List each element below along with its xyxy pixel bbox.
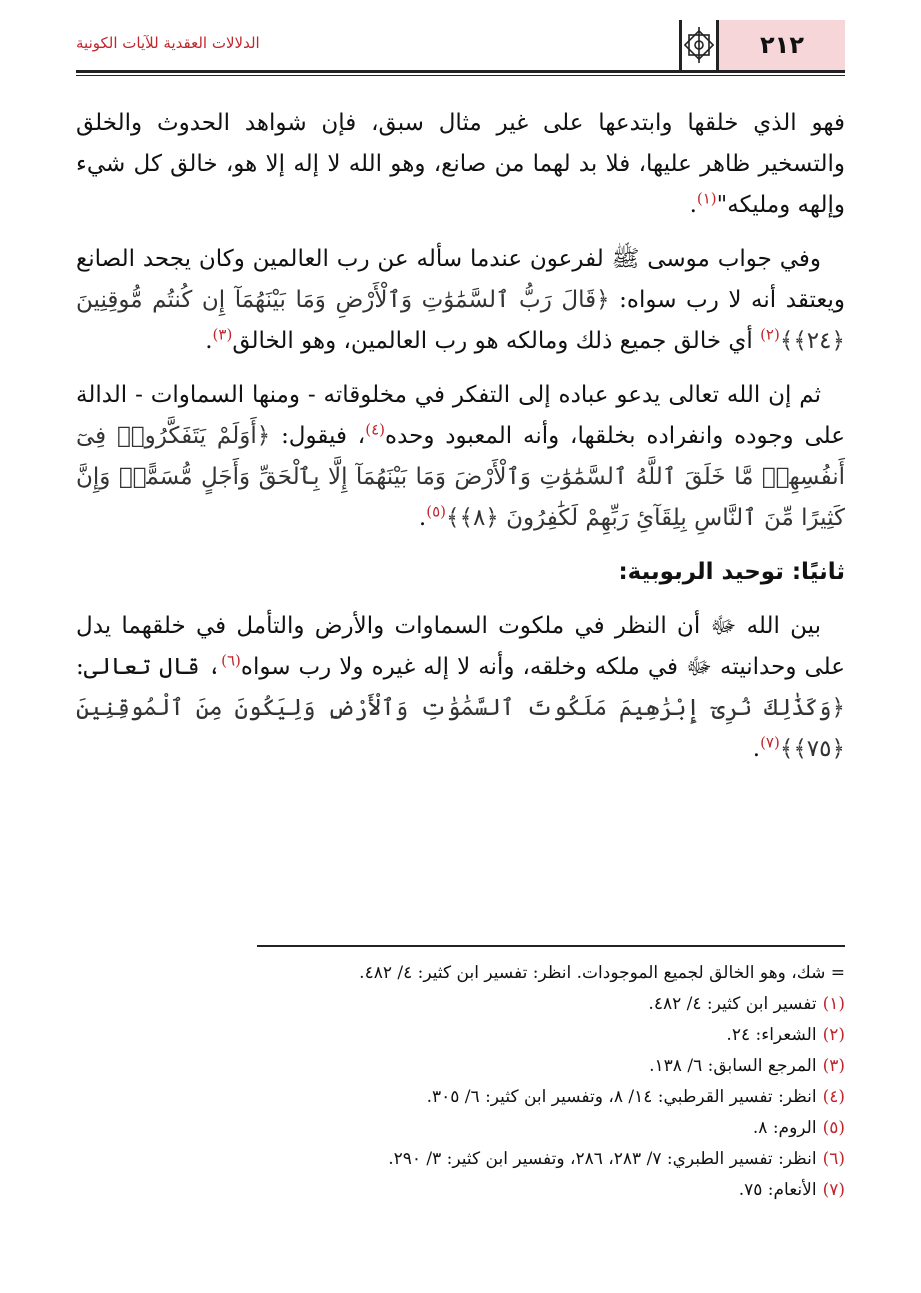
paragraph: بين الله ﷻ أن النظر في ملكوت السماوات والأرض والتأمل في خلقهما يدل على وحدانيته ﷻ في ملكه وخلقه، وأنه لا إله غيره ولا رب سواه$^{(٦)}$، قال تعالى: ﴿وَكَذَٰلِكَ نُرِىٓ إِبْرَٰهِيمَ مَلَكُوتَ ٱلسَّمَٰوَٰتِ وَٱلْأَرْضِ وَلِيَكُونَ مِنَ ٱلْمُوقِنِينَ ﴿٧٥﴾﴾$^{(٧)}$.	[76, 613, 845, 762]
footnote-divider	[257, 945, 845, 947]
header-rule-thin	[76, 75, 845, 76]
ornament-icon	[679, 20, 719, 70]
quran-verse: ﴿أَوَلَمْ يَتَفَكَّرُوا۟ فِىٓ أَنفُسِهِمۗ مَّا خَلَقَ ٱللَّهُ ٱلسَّمَٰوَٰتِ وَٱلْأَرْضَ وَمَا بَيْنَهُمَآ إِلَّا بِٱلْحَقِّ وَأَجَلٍ مُّسَمًّىۗ وَإِنَّ كَثِيرًا مِّنَ ٱلنَّاسِ بِلِقَآئِ رَبِّهِمْ لَكَٰفِرُونَ ﴿٨﴾﴾	[76, 423, 845, 531]
footnote-ref[interactable]: (١)	[696, 189, 717, 208]
paragraph: ثم إن الله تعالى يدعو عباده إلى التفكر في مخلوقاته - ومنها السماوات - الدالة على وجوده وانفراده بخلقها، وأنه المعبود وحده$^{(٤)}$، فيقول: ﴿أَوَلَمْ يَتَفَكَّرُوا۟ فِىٓ أَنفُسِهِمۗ مَّا خَلَقَ ٱللَّهُ ٱلسَّمَٰوَٰتِ وَٱلْأَرْضَ وَمَا بَيْنَهُمَآ إِلَّا بِٱلْحَقِّ وَأَجَلٍ مُّسَمًّىۗ وَإِنَّ كَثِيرًا مِّنَ ٱلنَّاسِ بِلِقَآئِ رَبِّهِمْ لَكَٰفِرُونَ ﴿٨﴾﴾$^{(٥)}$.	[76, 382, 846, 531]
footnote-ref[interactable]: (٢)	[760, 325, 780, 344]
footnote-ref[interactable]: (٣)	[212, 325, 233, 344]
footnote-continuation: = شك، وهو الخالق لجميع الموجودات. انظر: تفسير ابن كثير: ٤/ ٤٨٢.	[359, 963, 845, 983]
section-heading: ثانيًا: توحيد الربوبية:	[618, 559, 845, 585]
footnote-item: (٧)الأنعام: ٧٥.	[738, 1180, 845, 1200]
footnote-item: (٥)الروم: ٨.	[752, 1118, 845, 1138]
main-text	[76, 103, 845, 783]
page-number: ٢١٢	[719, 20, 845, 70]
quran-verse: ﴿وَكَذَٰلِكَ نُرِىٓ إِبْرَٰهِيمَ مَلَكُوتَ ٱلسَّمَٰوَٰتِ وَٱلْأَرْضِ وَلِيَكُونَ مِنَ ٱلْمُوقِنِينَ ﴿٧٥﴾﴾	[76, 695, 845, 762]
footnotes	[76, 958, 845, 1206]
footnote-item: (٣)المرجع السابق: ٦/ ١٣٨.	[649, 1056, 845, 1076]
footnote-item: (٢)الشعراء: ٢٤.	[726, 1025, 845, 1045]
paragraph: وفي جواب موسى ﷺ لفرعون عندما سأله عن رب العالمين وكان يجحد الصانع ويعتقد أنه لا رب سواه: ﴿قَالَ رَبُّ ٱلسَّمَٰوَٰتِ وَٱلْأَرْضِ وَمَا بَيْنَهُمَآ إِن كُنتُم مُّوقِنِينَ ﴿٢٤﴾﴾$^{(٢)}$ أي خالق جميع ذلك ومالكه هو رب العالمين، وهو الخالق$^{(٣)}$.	[76, 246, 846, 354]
quran-verse: ﴿قَالَ رَبُّ ٱلسَّمَٰوَٰتِ وَٱلْأَرْضِ وَمَا بَيْنَهُمَآ إِن كُنتُم مُّوقِنِينَ ﴿٢٤﴾﴾	[76, 287, 845, 354]
book-title: الدلالات العقدية للآيات الكونية	[76, 34, 260, 52]
footnote-ref[interactable]: (٥)	[426, 502, 446, 521]
footnote-ref[interactable]: (٤)	[365, 420, 386, 439]
footnote-ref[interactable]: (٦)	[221, 651, 241, 670]
footnote-item: (٤)انظر: تفسير القرطبي: ١٤/ ٨، وتفسير ابن كثير: ٦/ ٣٠٥.	[426, 1087, 845, 1107]
header-rule	[76, 70, 845, 73]
footnote-ref[interactable]: (٧)	[760, 733, 780, 752]
page-header	[76, 20, 845, 75]
paragraph: فهو الذي خلقها وابتدعها على غير مثال سبق، فإن شواهد الحدوث والخلق والتسخير ظاهر عليها، فلا بد لهما من صانع، وهو الله لا إله إلا هو، خالق كل شيء وإلهه ومليكه"$^{(١)}$.	[76, 110, 845, 218]
footnote-item: (١)تفسير ابن كثير: ٤/ ٤٨٢.	[648, 994, 845, 1014]
footnote-item: (٦)انظر: تفسير الطبري: ٧/ ٢٨٣، ٢٨٦، وتفسير ابن كثير: ٣/ ٢٩٠.	[388, 1149, 845, 1169]
